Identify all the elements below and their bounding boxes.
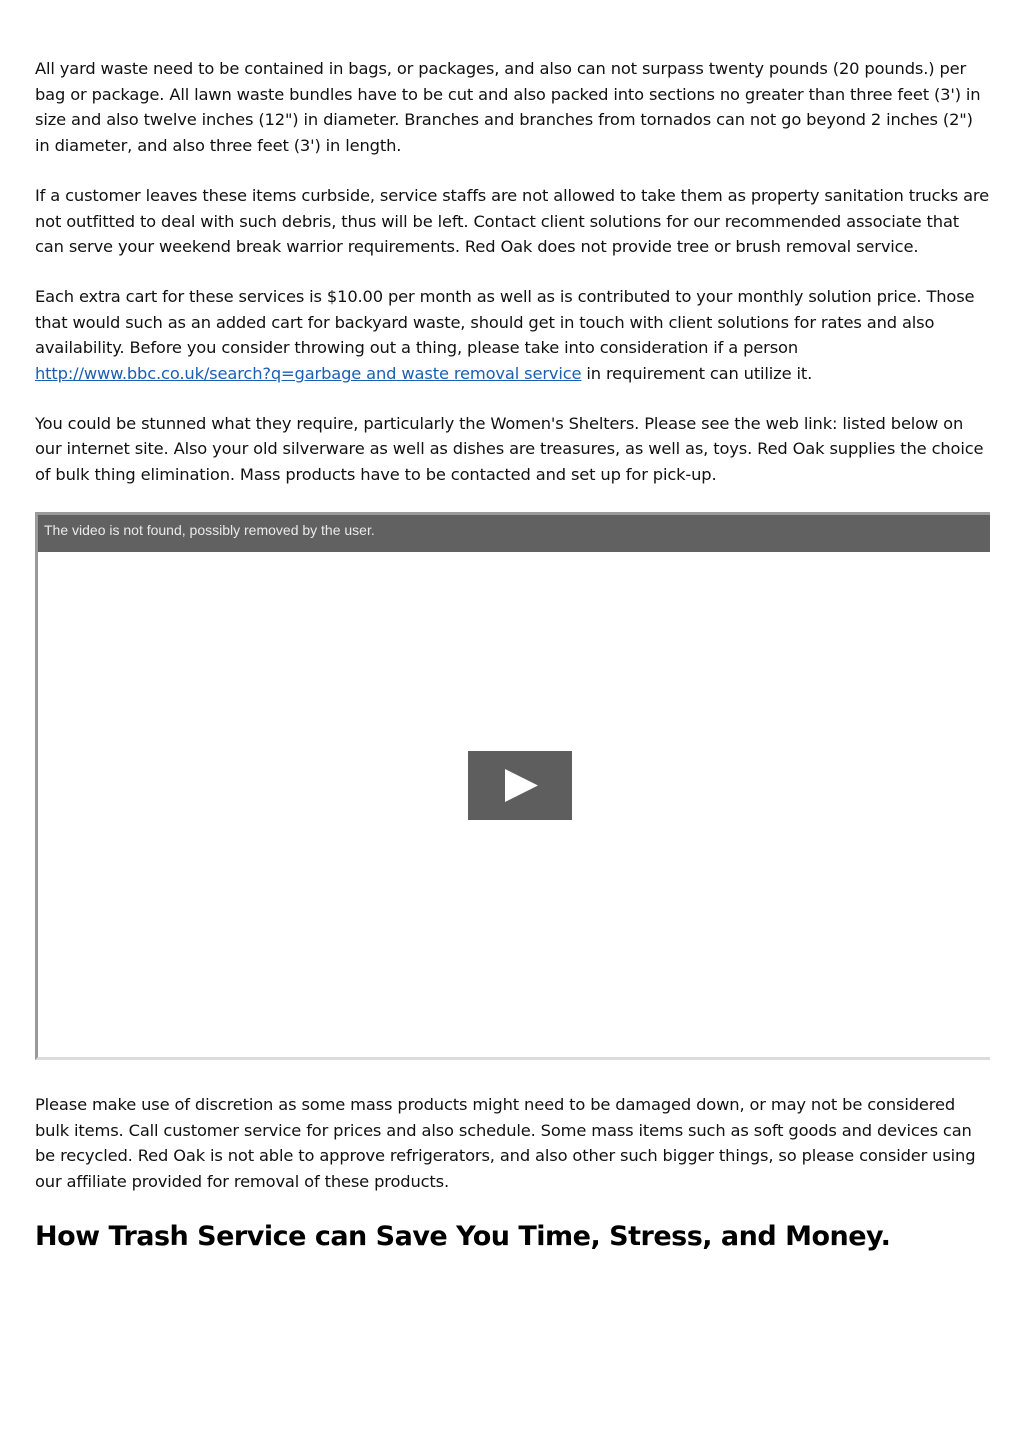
video-error-bar [38,515,990,552]
paragraph-extra-cart [35,284,990,387]
article-content [35,56,990,1255]
paragraph-shelters: You could be stunned what they require, particularly the Women's Shelters. Please see the web link: listed below on our internet site. Also your old silverware as well as dishes are treasures, as well as, toys. Red Oak supplies the choice of bulk thing elimination. Mass products have to be contacted and set up for pick-up. [35,413,984,485]
paragraph-discretion: Please make use of discretion as some mass products might need to be damaged down, or may not be considered bulk items. Call customer service for prices and also schedule. Some mass items such as soft goods and devices can be recycled. Red Oak is not able to approve refrigerators, and also other such bigger things, so please consider using our affiliate provided for removal of these products. [35,1094,976,1191]
play-icon [468,751,572,820]
paragraph-extra-cart-text: Each extra cart for these services is $10.00 per month as well as is contributed to your monthly solution price. Those that would such as an added cart for backyard waste, should get in touch with client solutions for rates and also availability. Before you consider throwing out a thing, please take into consideration if a person [35,286,975,358]
video-embed[interactable] [35,512,990,1060]
video-error-message: The video is not found, possibly removed by the user. [44,521,375,538]
paragraph-curbside: If a customer leaves these items curbside, service staffs are not allowed to take them as property sanitation trucks are not outfitted to deal with such debris, thus will be left. Contact client solutions for our recommended associate that can serve your weekend break warrior requirements. Red Oak does not provide tree or brush removal service. [35,185,989,257]
bbc-search-link[interactable]: http://www.bbc.co.uk/search?q=garbage and waste removal service [35,364,582,384]
paragraph-extra-cart-tail: in requirement can utilize it. [581,364,813,384]
video-play-button[interactable] [468,751,572,820]
paragraph-yard-waste: All yard waste need to be contained in bags, or packages, and also can not surpass twenty pounds (20 pounds.) per bag or package. All lawn waste bundles have to be cut and also packed into sections no greater than three feet (3') in size and also twelve inches (12") in diameter. Branches and branches from tornados can not go beyond 2 inches (2") in diameter, and also three feet (3') in length. [35,59,981,156]
section-heading: How Trash Service can Save You Time, Stress, and Money. [35,1220,891,1252]
